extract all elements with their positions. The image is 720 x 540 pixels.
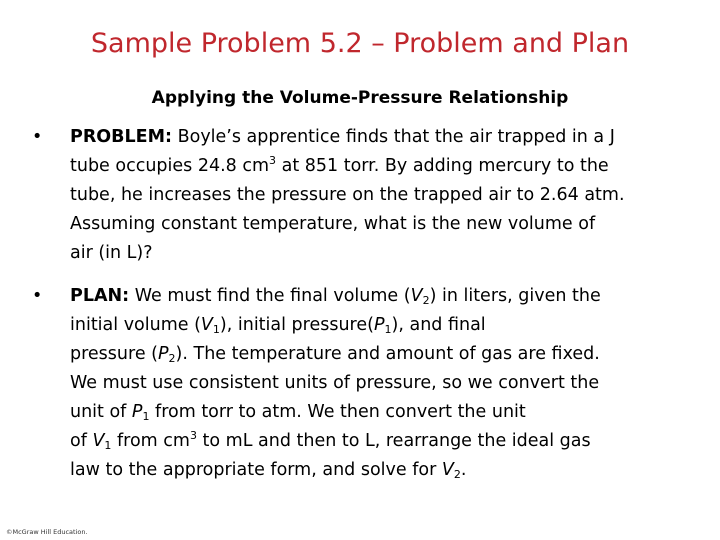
page-title: Sample Problem 5.2 – Problem and Plan — [90, 28, 630, 59]
variable-v: V — [200, 315, 213, 335]
plan-text-part: pressure ( — [70, 344, 158, 364]
plan-text — [70, 282, 690, 485]
plan-line — [70, 340, 690, 369]
variable-p: P — [157, 344, 169, 364]
plan-text-part: from torr to atm. We then convert the unit — [149, 402, 526, 422]
subscript: 1 — [142, 410, 150, 423]
plan-label: PLAN: — [70, 286, 130, 306]
superscript: 3 — [189, 429, 197, 442]
plan-line — [70, 311, 690, 340]
variable-v: V — [410, 286, 423, 306]
subscript: 1 — [104, 439, 112, 452]
plan-line — [70, 456, 690, 485]
subscript: 2 — [453, 468, 461, 481]
subscript: 2 — [422, 294, 430, 307]
problem-text-1: Boyle’s apprentice finds that the air trapped in a J — [172, 127, 615, 147]
plan-text-part: unit of — [70, 402, 132, 422]
plan-text-part: from cm — [111, 431, 190, 451]
plan-text-part: ) in liters, given the — [429, 286, 601, 306]
plan-text-part: of — [70, 431, 93, 451]
copyright-footer: ©McGraw Hill Education. — [6, 528, 88, 536]
variable-v: V — [441, 460, 454, 480]
plan-line: We must use consistent units of pressure, so we convert the — [70, 373, 600, 393]
bullet-dot: • — [32, 127, 43, 147]
subscript: 1 — [384, 323, 392, 336]
plan-line — [70, 282, 690, 311]
problem-text — [70, 123, 690, 268]
problem-line — [70, 123, 690, 152]
plan-text-part: ), initial pressure( — [219, 315, 374, 335]
problem-line: tube, he increases the pressure on the trapped air to 2.64 atm. — [70, 185, 625, 205]
plan-text-part: initial volume ( — [70, 315, 201, 335]
problem-line — [70, 152, 690, 181]
variable-v: V — [92, 431, 105, 451]
plan-text-part: law to the appropriate form, and solve for — [70, 460, 442, 480]
problem-line: Assuming constant temperature, what is the new volume of — [70, 214, 596, 234]
problem-text-2a: tube occupies 24.8 cm — [70, 156, 270, 176]
problem-text-2b: at 851 torr. By adding mercury to the — [276, 156, 609, 176]
bullet-dot: • — [32, 286, 43, 306]
plan-text-part: . — [460, 460, 467, 480]
superscript: 3 — [269, 154, 277, 167]
plan-text-part: ), and final — [391, 315, 486, 335]
plan-text-part: to mL and then to L, rearrange the ideal gas — [196, 431, 591, 451]
problem-label: PROBLEM: — [70, 127, 173, 147]
subscript: 2 — [168, 352, 176, 365]
subscript: 1 — [212, 323, 220, 336]
problem-line: air (in L)? — [70, 243, 153, 263]
plan-text-part: We must find the final volume ( — [129, 286, 411, 306]
plan-line — [70, 398, 690, 427]
plan-text-part: ). The temperature and amount of gas are fixed. — [175, 344, 600, 364]
variable-p: P — [373, 315, 385, 335]
page-subtitle: Applying the Volume-Pressure Relationship — [151, 88, 569, 108]
variable-p: P — [131, 402, 143, 422]
plan-line — [70, 427, 690, 456]
